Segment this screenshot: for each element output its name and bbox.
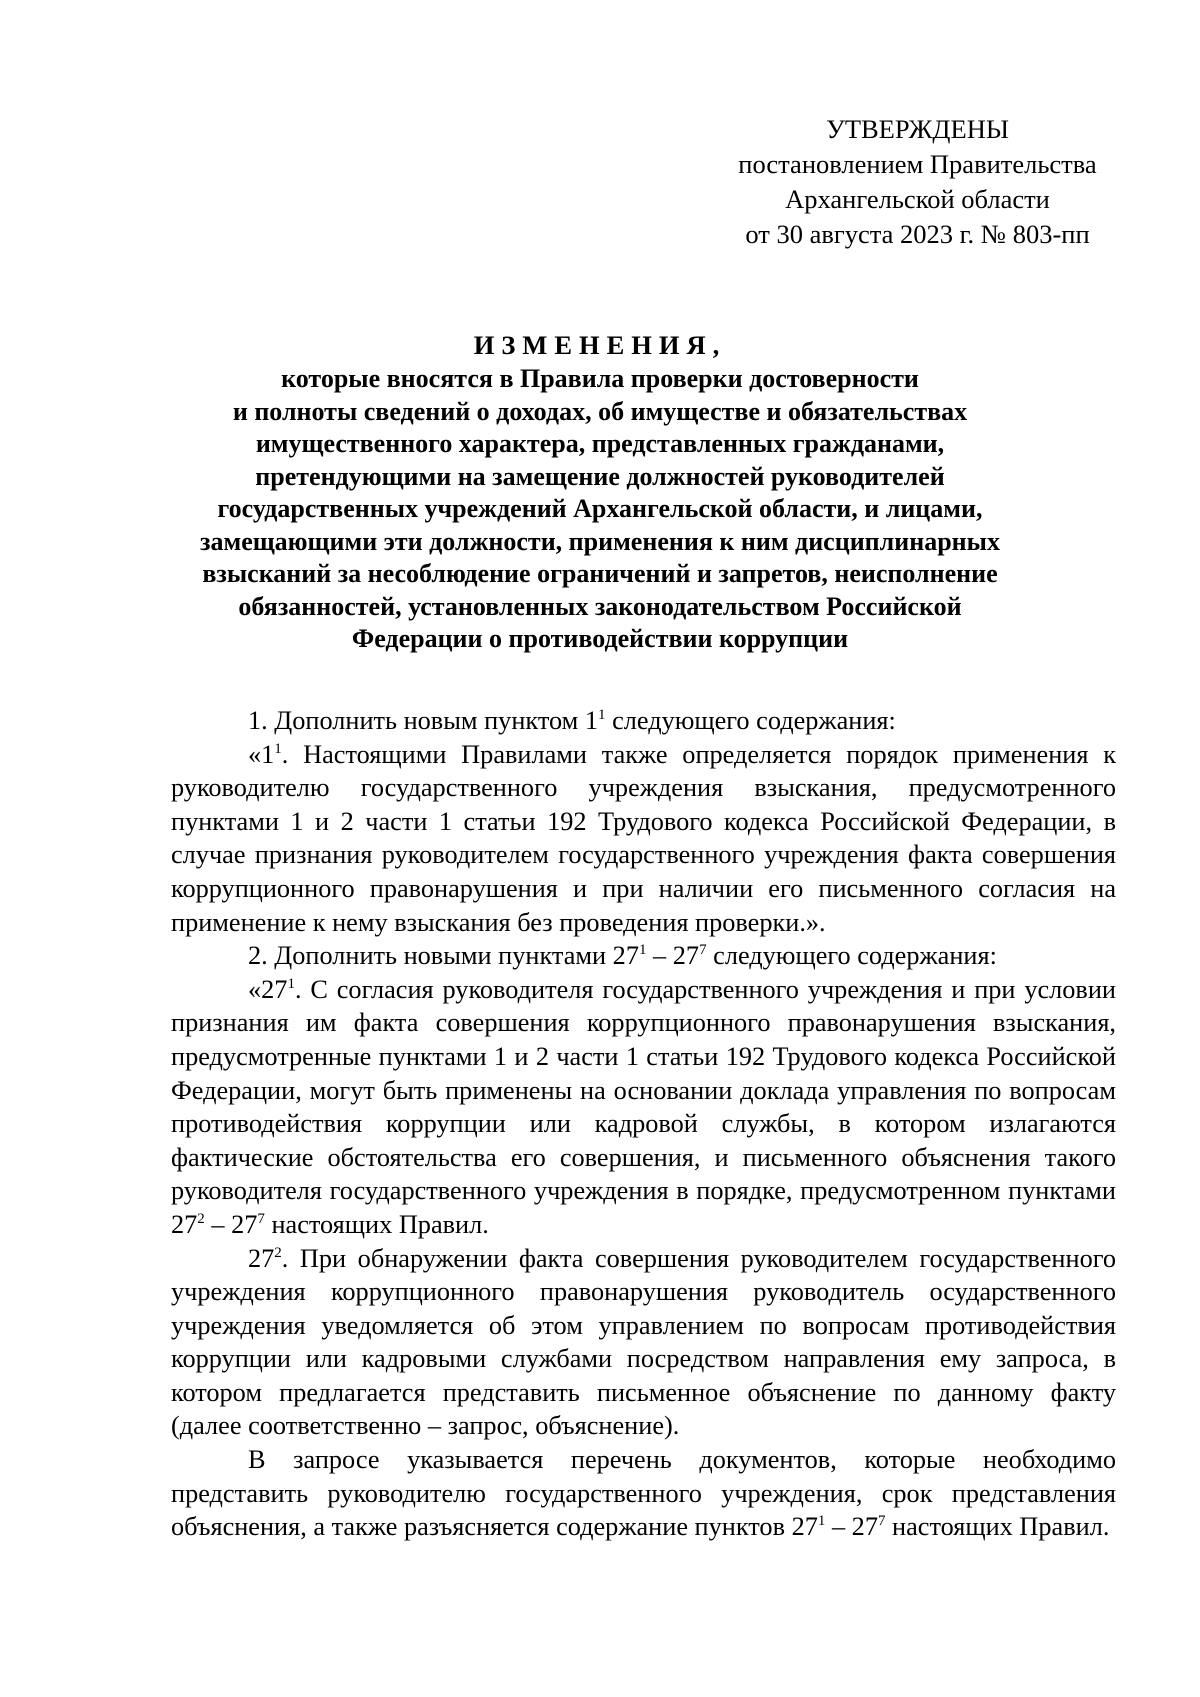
superscript: 1 <box>638 942 647 959</box>
text-run: настоящих Правил. <box>264 1209 489 1239</box>
title-line: и полноты сведений о доходах, об имуществе и обязательствах <box>232 396 968 426</box>
superscript: 1 <box>817 1513 826 1530</box>
text-run: 1. Дополнить новым пунктом 1 <box>248 706 598 735</box>
superscript: 2 <box>274 1244 282 1261</box>
text-run: – 27 <box>204 1209 258 1239</box>
approval-stamp <box>705 112 1130 252</box>
text-run: «1 <box>248 739 275 769</box>
text-run: 27 <box>248 1243 275 1273</box>
document-title <box>120 328 1080 656</box>
text-run: 2. Дополнить новыми пунктами 27 <box>248 941 639 971</box>
approval-line: постановлением Правительства <box>738 149 1097 179</box>
superscript: 1 <box>598 707 606 723</box>
title-line: замещающими эти должности, применения к ним дисциплинарных <box>200 526 1000 556</box>
title-line: которые вносятся в Правила проверки достоверности <box>281 364 919 393</box>
title-line: государственных учреждений Архангельской области, и лицами, <box>217 494 983 523</box>
superscript: 1 <box>274 740 282 757</box>
title-line: взысканий за несоблюдение ограничений и запретов, неисполнение <box>202 559 998 588</box>
text-run: следующего содержания: <box>605 706 896 735</box>
paragraph-5 <box>171 1242 1116 1444</box>
approval-heading: УТВЕРЖДЕНЫ <box>826 114 1009 144</box>
superscript: 7 <box>257 1210 265 1227</box>
paragraph-6 <box>171 1443 1116 1544</box>
superscript: 7 <box>699 942 707 959</box>
title-line: обязанностей, установленных законодательством Российской <box>238 591 962 621</box>
text-run: В запросе указывается перечень документов, которые необходимо представить руководителю государственного учреждения, срок представления объяснения, а также разъясняется содержание пунктов 27 <box>171 1445 1116 1542</box>
text-run: настоящих Правил. <box>885 1512 1110 1542</box>
paragraph-3 <box>171 939 1116 973</box>
paragraph-2 <box>171 738 1116 940</box>
paragraph-1 <box>171 704 1116 738</box>
superscript: 1 <box>287 975 295 992</box>
title-heading: ИЗМЕНЕНИЯ, <box>473 330 727 360</box>
text-run: . При обнаружении факта совершения руководителем государственного учреждения коррупционного правонарушения руководитель осударственного учреждения уведомляется об этом управлением по вопросам противодействия коррупции или кадровыми службами посредством направления ему запроса, в котором предлагается представить письменное объяснение по данному факту (далее соответственно – запрос, объяснение). <box>171 1243 1116 1441</box>
title-line: Федерации о противодействии коррупции <box>351 624 849 653</box>
text-run: следующего содержания: <box>706 941 997 971</box>
text-run: . С согласия руководителя государственного учреждения и при условии признания им факта совершения коррупционного правонарушения взыскания, предусмотренные пунктами 1 и 2 части 1 статьи 192 Трудового кодекса Российской Федерации, могут быть применены на основании доклада управления по вопросам противодействия коррупции или кадровой службы, в котором излагаются фактические обстоятельства его совершения, и письменного объяснения такого руководителя государственного учреждения в порядке, предусмотренном пунктами 27 <box>171 974 1116 1239</box>
approval-date-number: от 30 августа 2023 г. № 803-пп <box>745 219 1090 249</box>
superscript: 2 <box>197 1210 205 1227</box>
title-line: претендующими на замещение должностей руководителей <box>255 461 945 491</box>
paragraph-4 <box>171 973 1116 1242</box>
superscript: 7 <box>877 1513 886 1530</box>
text-run: – 27 <box>646 941 700 971</box>
text-run: . Настоящими Правилами также определяется порядок применения к руководителю государственного учреждения взыскания, предусмотренного пунктами 1 и 2 части 1 статьи 192 Трудового кодекса Российской Федерации, в случае признания руководителем государственного учреждения факта совершения коррупционного правонарушения и при наличии его письменного согласия на применение к нему взыскания без проведения проверки.». <box>171 739 1116 937</box>
document-body <box>171 704 1116 1544</box>
text-run: – 27 <box>825 1512 878 1542</box>
text-run: «27 <box>248 974 288 1004</box>
title-line: имущественного характера, представленных гражданами, <box>255 429 945 458</box>
approval-line: Архангельской области <box>785 184 1050 214</box>
